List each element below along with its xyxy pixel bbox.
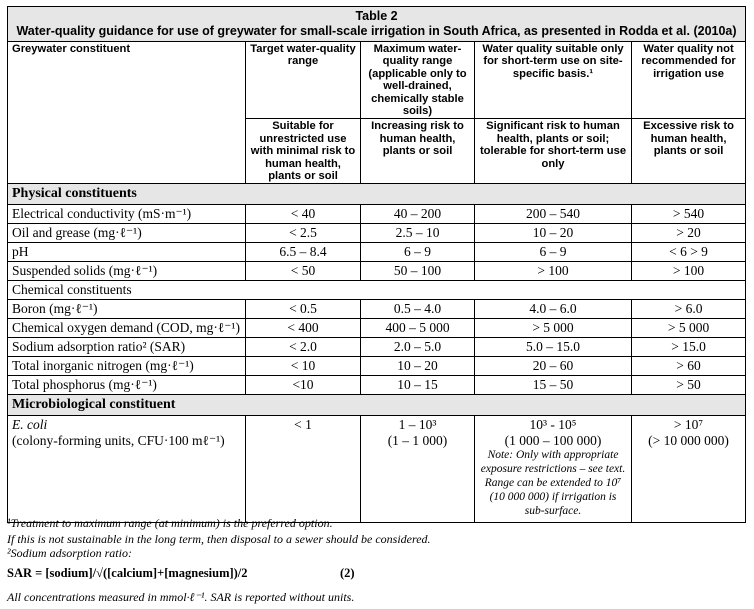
section-title: Chemical constituents [8,281,746,300]
value-cell: 6 – 9 [475,243,632,262]
table-row [8,319,746,338]
value-cell: < 40 [246,205,361,224]
value-cell: > 60 [632,357,746,376]
value-text: 10³ - 10⁵ [529,417,577,433]
constituent-cell: Boron (mg·ℓ⁻¹) [8,300,246,319]
greywater-guidance-table [7,6,746,523]
risk-maximum: Increasing risk to human health, plants or soil [361,119,475,184]
value-cell: > 50 [632,376,746,395]
risk-short-term: Significant risk to human health, plants or soil; tolerable for short-term use only [475,119,632,184]
value-cell: < 400 [246,319,361,338]
value-cell: 200 – 540 [475,205,632,224]
header-not-recommended: Water quality not recommended for irrigation use [632,42,746,119]
value-cell: > 5 000 [632,319,746,338]
section-row [8,395,746,416]
value-cell [361,416,475,523]
equation-number: (2) [340,566,355,580]
value-cell: <10 [246,376,361,395]
value-cell: > 15.0 [632,338,746,357]
table-row-ecoli [8,416,746,523]
value-cell [632,416,746,523]
table-row [8,357,746,376]
footnote-1: ¹Treatment to maximum range (at minimum) is the preferred option. [7,516,333,530]
value-cell: > 100 [475,262,632,281]
value-cell: 2.0 – 5.0 [361,338,475,357]
table-row [8,205,746,224]
value-cell: < 2.5 [246,224,361,243]
value-cell: > 20 [632,224,746,243]
risk-target: Suitable for unrestricted use with minimal risk to human health, plants or soil [246,119,361,184]
value-cell: < 6 > 9 [632,243,746,262]
value-text: (1 – 1 000) [387,433,448,449]
table-row [8,338,746,357]
table-title: Water-quality guidance for use of greywater for small-scale irrigation in South Africa, as presented in Rodda et al. (2010a) [16,23,737,38]
value-cell: 40 – 200 [361,205,475,224]
value-cell: 0.5 – 4.0 [361,300,475,319]
header-short-term: Water quality suitable only for short-term use on site-specific basis.¹ [475,42,632,119]
table-row [8,243,746,262]
header-maximum: Maximum water-quality range (applicable only to well-drained, chemically stable soils) [361,42,475,119]
section-row [8,281,746,300]
value-text: (> 10 000 000) [648,433,729,449]
constituent-cell: Total inorganic nitrogen (mg·ℓ⁻¹) [8,357,246,376]
table-row [8,262,746,281]
footnote-1b: If this is not sustainable in the long term, then disposal to a sewer should be considered. [7,532,431,546]
constituent-cell [8,416,246,523]
constituent-cell: Suspended solids (mg·ℓ⁻¹) [8,262,246,281]
constituent-cell: Oil and grease (mg·ℓ⁻¹) [8,224,246,243]
value-cell: 6.5 – 8.4 [246,243,361,262]
value-cell: 15 – 50 [475,376,632,395]
value-text: 1 – 10³ [398,417,437,433]
header-constituent: Greywater constituent [8,42,246,184]
value-cell: 10 – 20 [361,357,475,376]
table-row [8,224,746,243]
value-cell: 6 – 9 [361,243,475,262]
table-row [8,300,746,319]
value-cell: 2.5 – 10 [361,224,475,243]
value-cell: > 6.0 [632,300,746,319]
value-cell: 20 – 60 [475,357,632,376]
section-title: Microbiological constituent [8,395,746,416]
value-cell: 50 – 100 [361,262,475,281]
sar-equation: SAR = [sodium]/√([calcium]+[magnesium])/2 [7,566,248,580]
value-cell [475,416,632,523]
constituent-cell: Total phosphorus (mg·ℓ⁻¹) [8,376,246,395]
constituent-cell: Sodium adsorption ratio² (SAR) [8,338,246,357]
value-cell: 4.0 – 6.0 [475,300,632,319]
value-cell: < 2.0 [246,338,361,357]
section-row [8,184,746,205]
value-cell: < 10 [246,357,361,376]
value-cell: > 100 [632,262,746,281]
value-cell: > 5 000 [475,319,632,338]
value-cell: < 50 [246,262,361,281]
ecoli-units: (colony-forming units, CFU·100 mℓ⁻¹) [12,433,225,449]
risk-not-recommended: Excessive risk to human health, plants or soil [632,119,746,184]
value-cell: 10 – 15 [361,376,475,395]
footnote-2: ²Sodium adsorption ratio: [7,546,132,560]
value-cell: 400 – 5 000 [361,319,475,338]
value-text: > 10⁷ [673,417,704,433]
ecoli-name: E. coli [12,417,48,433]
ecoli-note: Note: Only with appropriate exposure restrictions – see text. Range can be extended to 10⁷ (10 000 000) if irrigation is sub-surface. [480,449,626,517]
constituent-cell: Electrical conductivity (mS·m⁻¹) [8,205,246,224]
constituent-cell: Chemical oxygen demand (COD, mg·ℓ⁻¹) [8,319,246,338]
value-text: (1 000 – 100 000) [504,433,602,449]
table-label: Table 2 [355,9,398,23]
value-cell: 10 – 20 [475,224,632,243]
header-target: Target water-quality range [246,42,361,119]
value-cell: < 0.5 [246,300,361,319]
units-note: All concentrations measured in mmol·ℓ⁻¹. SAR is reported without units. [7,590,355,604]
value-cell: < 1 [246,416,361,523]
section-title: Physical constituents [8,184,746,205]
constituent-cell: pH [8,243,246,262]
table-row [8,376,746,395]
value-cell: 5.0 – 15.0 [475,338,632,357]
table-caption [8,7,746,42]
value-cell: > 540 [632,205,746,224]
